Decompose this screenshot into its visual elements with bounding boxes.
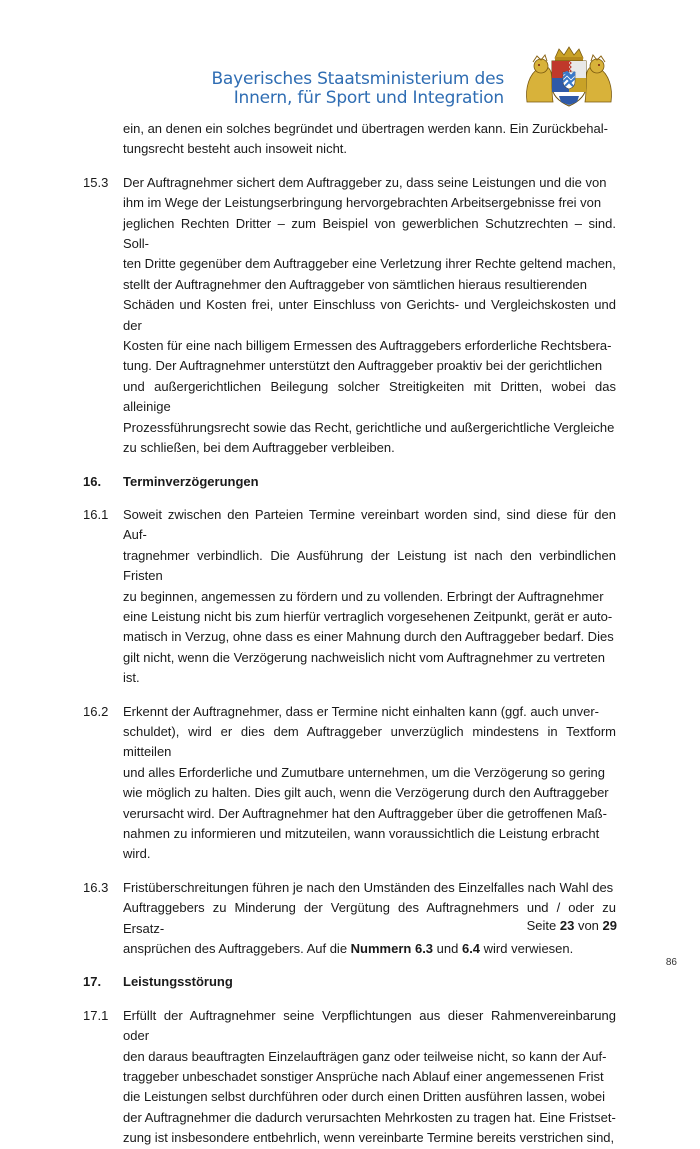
paragraph-line: ten Dritte gegenüber dem Auftraggeber eine Verletzung ihrer Rechte geltend machen, (123, 256, 616, 272)
ministry-header-line1: Bayerisches Staatsministerium des (211, 69, 504, 89)
section-number: 17. (83, 974, 102, 990)
ministry-header-line2: Innern, für Sport und Integration (233, 88, 504, 108)
paragraph-line: matisch in Verzug, ohne dass es einer Mahnung durch den Auftraggeber bedarf. Dies (123, 629, 614, 645)
paragraph-line: traggeber unbeschadet sonstiger Ansprüche nach Ablauf einer angemessenen Frist (123, 1069, 604, 1085)
paragraph-16-2 (83, 702, 616, 865)
section-title: Leistungsstörung (123, 974, 233, 990)
paragraph-line: Kosten für eine nach billigem Ermessen des Auftraggebers erforderliche Rechtsbera- (123, 338, 612, 354)
paragraph-line: ist. (123, 670, 140, 686)
total-page-count: 29 (602, 918, 617, 933)
ministry-header (211, 70, 504, 108)
paragraph-line: stellt der Auftragnehmer den Auftraggeber von sämtlichen hieraus resultierenden (123, 276, 587, 292)
paragraph-line: zung ist insbesondere entbehrlich, wenn vereinbarte Termine bereits verstrichen sind, (123, 1130, 615, 1146)
text-run: ansprüchen des Auftraggebers. Auf die (123, 941, 351, 957)
paragraph-line (123, 939, 616, 959)
intro-paragraph (83, 119, 616, 160)
paragraph-number: 16.1 (83, 506, 109, 522)
paragraph-line: tung. Der Auftragnehmer unterstützt den Auftraggeber proaktiv bei der gerichtlichen (123, 358, 603, 374)
paragraph-line: Soweit zwischen den Parteien Termine vereinbart worden sind, sind diese für den Auf- (123, 506, 616, 543)
paragraph-line: den daraus beauftragten Einzelaufträgen ganz oder teilweise nicht, so kann der Auf- (123, 1048, 607, 1064)
document-body (83, 119, 616, 1149)
paragraph-line: jeglichen Rechten Dritter – zum Beispiel von gewerblichen Schutzrechten – sind. Soll- (123, 215, 616, 252)
paragraph-line: verursacht wird. Der Auftragnehmer hat den Auftraggeber über die getroffenen Maß- (123, 805, 607, 821)
paragraph-line: nahmen zu informieren und mitzuteilen, wann voraussichtlich die Leistung erbracht (123, 826, 600, 841)
footer-prefix: Seite (526, 918, 560, 933)
paragraph-line: wie möglich zu halten. Dies gilt auch, wenn die Verzögerung durch den Auftraggeber (123, 785, 609, 801)
paragraph-number: 17.1 (83, 1007, 109, 1023)
paragraph-line: und alles Erforderliche und Zumutbare unternehmen, um die Verzögerung so gering (123, 764, 606, 780)
paragraph-line: Erfüllt der Auftragnehmer seine Verpflichtungen aus dieser Rahmenvereinbarung oder (123, 1007, 616, 1044)
paragraph-line: gilt nicht, wenn die Verzögerung nachweislich nicht vom Auftragnehmer zu vertreten (123, 649, 605, 665)
section-heading-16 (83, 472, 616, 492)
paragraph-line: schuldet), wird er dies dem Auftraggeber unverzüglich mindestens in Textform mitteilen (123, 723, 616, 760)
paragraph-number: 15.3 (83, 174, 109, 190)
paragraph-line: wird. (123, 846, 151, 862)
reference-number: Nummern 6.3 (350, 941, 434, 957)
paragraph-line: und außergerichtlichen Beilegung solcher Streitigkeiten mit Dritten, wobei das alleinige (123, 378, 616, 415)
text-run: wird verwiesen. (480, 941, 574, 957)
paragraph-line: tragnehmer verbindlich. Die Ausführung der Leistung ist nach den verbindlichen Fristen (123, 547, 616, 584)
paragraph-line: Prozessführungsrecht sowie das Recht, gerichtliche und außergerichtliche Vergleiche (123, 419, 615, 435)
paragraph-line: Schäden und Kosten frei, unter Einschluss von Gerichts- und Vergleichskosten und der (123, 297, 616, 333)
paragraph-line: Erkennt der Auftragnehmer, dass er Termine nicht einhalten kann (ggf. auch unver- (123, 703, 599, 719)
paragraph-17-1 (83, 1006, 616, 1149)
paragraph-line: zu beginnen, angemessen zu fördern und zu vollenden. Erbringt der Auftragnehmer (123, 588, 604, 604)
reference-number: 6.4 (461, 941, 481, 957)
section-number: 16. (83, 473, 102, 489)
paragraph-line: eine Leistung nicht bis zum hierfür vertraglich vorgesehenen Zeitpunkt, gerät er auto- (123, 608, 613, 624)
paragraph-line: Der Auftragnehmer sichert dem Auftraggeber zu, dass seine Leistungen und die von (123, 174, 607, 190)
paragraph-line: Auftraggebers zu Minderung der Vergütung des Auftragnehmers und / oder zu Ersatz- (123, 900, 616, 936)
paragraph-line: zu schließen, bei dem Auftraggeber verbleiben. (123, 440, 395, 456)
footer-middle: von (574, 918, 603, 933)
paragraph-line: der Auftragnehmer die dadurch verursachten Mehrkosten zu tragen hat. Eine Fristset- (123, 1109, 616, 1125)
paragraph-line: ihm im Wege der Leistungserbringung hervorgebrachten Arbeitsergebnisse frei von (123, 195, 602, 211)
page-marker: 86 (665, 957, 677, 968)
paragraph-15-3 (83, 173, 616, 459)
section-title: Terminverzögerungen (123, 473, 259, 489)
page-footer (527, 918, 617, 933)
intro-line: ein, an denen ein solches begründet und übertragen werden kann. Ein Zurückbehal- (123, 121, 608, 136)
intro-line: tungsrecht besteht auch insoweit nicht. (123, 141, 348, 157)
bavarian-coat-of-arms-logo (521, 44, 617, 108)
paragraph-16-1 (83, 505, 616, 689)
paragraph-line: die Leistungen selbst durchführen oder durch einen Dritten ausführen lassen, wobei (123, 1089, 606, 1105)
text-run: und (433, 941, 462, 957)
paragraph-line: Fristüberschreitungen führen je nach den Umständen des Einzelfalles nach Wahl des (123, 879, 614, 895)
current-page-number: 23 (559, 918, 575, 933)
paragraph-number: 16.3 (83, 879, 109, 895)
paragraph-number: 16.2 (83, 703, 109, 719)
